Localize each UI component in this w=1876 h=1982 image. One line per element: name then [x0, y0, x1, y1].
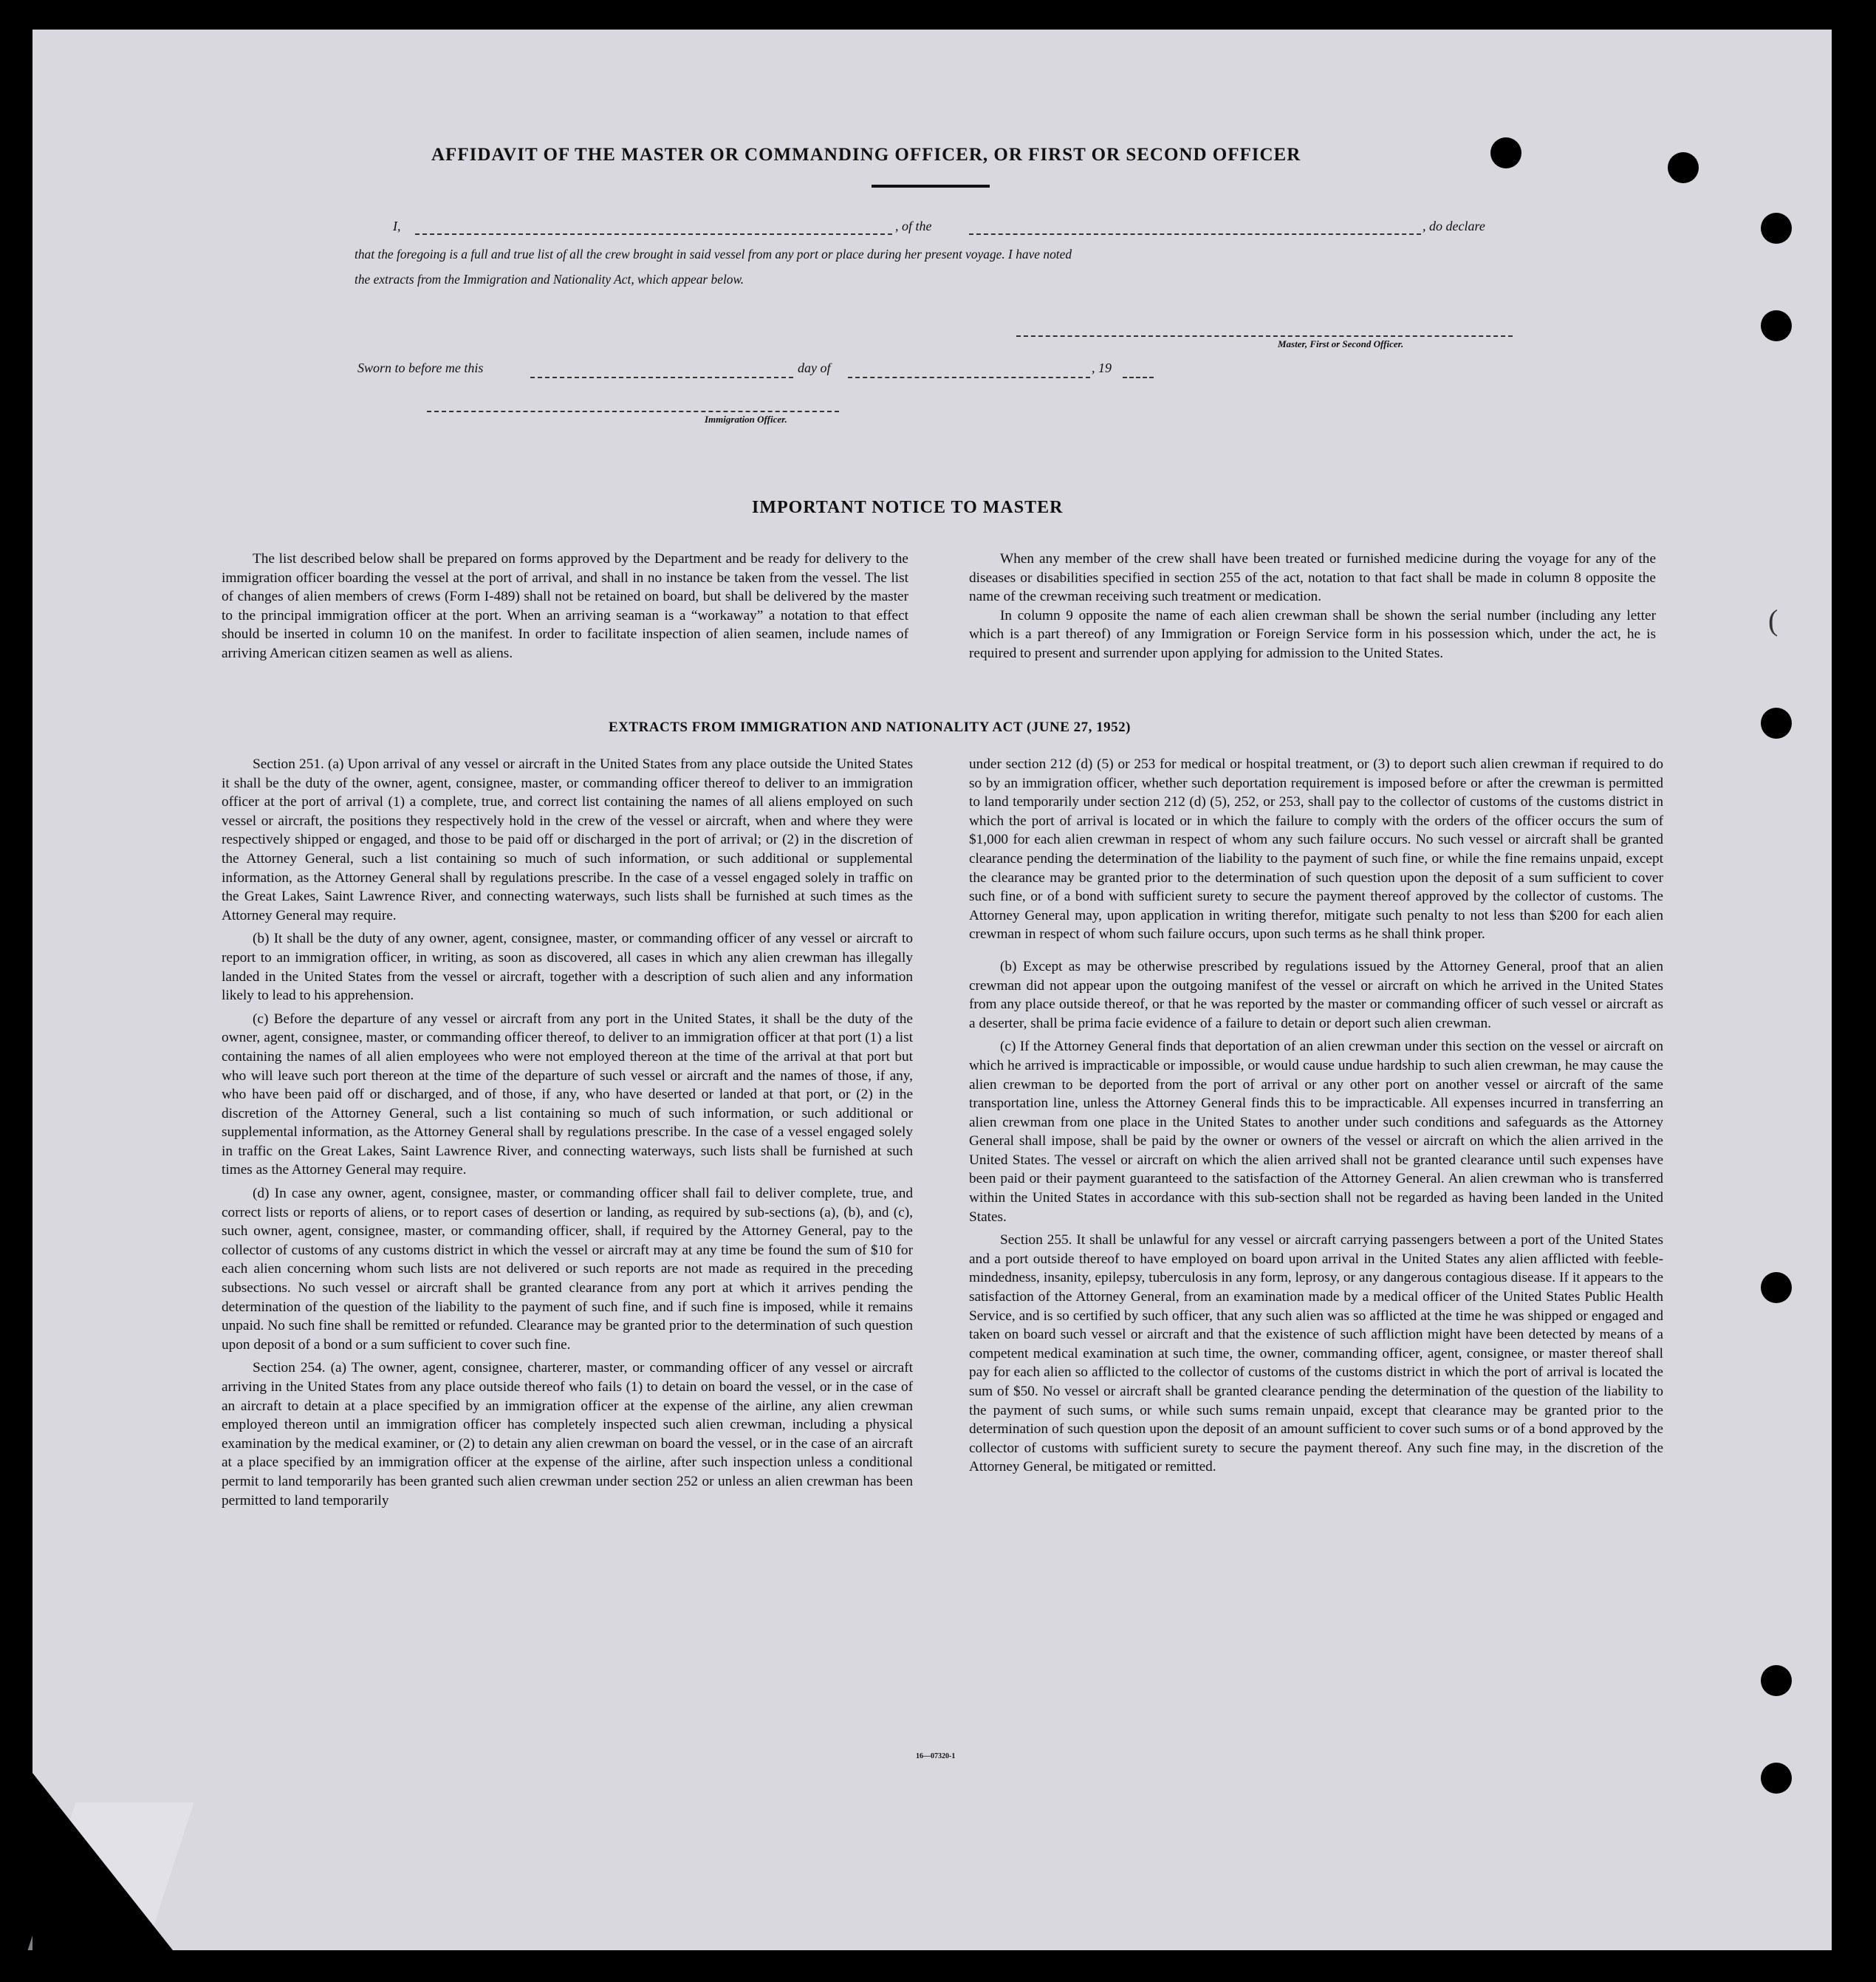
- declare-of-the: , of the: [895, 219, 932, 233]
- punch-hole: [1761, 1665, 1792, 1696]
- section-251c: (c) Before the departure of any vessel or aircraft from any port in the United States, it shall be the duty of the owner, agent, consignee, master, or commanding officer thereof, to deliver to an immigration officer at that port (1) a list containing the names of all alien employees who were not employed thereon at the time of the arrival at that port but who will leave such port thereon at the time of the departure of such vessel or aircraft and the names of those, if any, who have been paid off or discharged, and of those, if any, who have deserted or landed at that port, or (2) in the discretion of the Attorney General, such a list containing so much of such information, or such additional or supplemental information, as the Attorney General shall by regulations prescribe. In the case of a vessel engaged solely in traffic on the Great Lakes, Saint Lawrence River, and connecting waterways, such lists shall be furnished at such times as the Attorney General may require.: [222, 1011, 913, 1178]
- section-254c: (c) If the Attorney General finds that deportation of an alien crewman under this section on the vessel or aircraft on which he arrived is impracticable or impossible, or would cause undue hardship to such alien crewman, he may cause the alien crewman to be deported from the port of arrival or any other port on another vessel or aircraft of the same transportation line, unless the Attorney General finds this to be impracticable. All expenses incurred in transferring an alien crewman from one place in the United States to another under such conditions and safeguards as the Attorney General shall impose, shall be paid by the owner or owners of the vessel or aircraft on which the alien arrived in the United States. The vessel or aircraft on which the alien arrived shall not be granted clearance until such expenses have been paid or their payment guaranteed to the satisfaction of the Attorney General. An alien crewman who is transferred within the United States in accordance with this sub-section shall not be regarded as having been landed in the United States.: [969, 1039, 1663, 1225]
- section-254a-continued: under section 212 (d) (5) or 253 for medical or hospital treatment, or (3) to deport such alien crewman if required to do so by an immigration officer, whether such deportation requirement is imposed before or after the crewman is permitted to land temporarily under section 212 (d) (5), 252, or 253, shall pay to the collector of customs of the customs district in which the port of arrival is located or in which the failure to comply with the orders of the officer occurs the sum of $1,000 for each alien crewman in respect of whom any such failure occurs. No such vessel or aircraft shall be granted clearance pending the determination of the liability to the payment of such fine, or while the fine remains unpaid, except the clearance may be granted prior to the determination of such question upon the deposit of a sum sufficient to cover such fine, or of a bond with sufficient surety to secure the payment thereof approved by the collector of customs. The Attorney General may, upon application in writing therefor, mitigate such penalty to not less than $200 for each alien crewman in respect of whom such failure occurs, upon such terms as he shall think proper.: [969, 756, 1663, 943]
- master-signature-label: Master, First or Second Officer.: [1278, 338, 1404, 349]
- officer-signature-field[interactable]: [427, 411, 839, 412]
- extracts-left-column: [222, 755, 913, 1510]
- notice-right-column: [969, 550, 1656, 663]
- punch-hole: [1490, 137, 1521, 168]
- affidavit-title: AFFIDAVIT OF THE MASTER OR COMMANDING OFFICER, OR FIRST OR SECOND OFFICER: [431, 145, 1301, 165]
- sworn-label: Sworn to before me this: [357, 360, 484, 375]
- section-254b: (b) Except as may be otherwise prescribed by regulations issued by the Attorney General, proof that an alien crewman did not appear upon the outgoing manifest of the vessel or aircraft on which he arrived in the United States from any place outside thereof, or that he was reported by the master or commanding officer of such vessel or aircraft as a deserter, shall be prima facie evidence of a failure to detain or deport such alien crewman.: [969, 958, 1663, 1031]
- punch-hole: [1761, 213, 1792, 244]
- punch-hole: [1761, 310, 1792, 341]
- punch-hole: [1761, 1272, 1792, 1303]
- punch-hole: [1668, 152, 1699, 183]
- sworn-month-field[interactable]: [848, 377, 1090, 378]
- master-signature-field[interactable]: [1016, 335, 1513, 337]
- notice-title: IMPORTANT NOTICE TO MASTER: [752, 498, 1064, 517]
- declare-i: I,: [393, 219, 401, 233]
- day-of-label: day of: [798, 360, 831, 375]
- section-254a: Section 254. (a) The owner, agent, consignee, charterer, master, or commanding officer of any vessel or aircraft arriving in the United States from any place outside thereof who fails (1) to detain on board the vessel, or in the case of an aircraft to detain at a place specified by an immigration officer at the expense of the airline, any alien crewman employed thereon until an immigration officer has completely inspected such alien crewman, including a physical examination by the medical examiner, or (2) to detain any alien crewman on board the vessel, or in the case of an aircraft at a place specified by an immigration officer at the expense of the airline, after such inspection unless a conditional permit to land temporarily has been granted such alien crewman under section 252 or unless an alien crewman has been permitted to land temporarily: [222, 1360, 913, 1508]
- officer-signature-label: Immigration Officer.: [705, 414, 787, 425]
- section-251d: (d) In case any owner, agent, consignee, master, or commanding officer shall fail to deliver complete, true, and correct lists or reports of aliens, or to report cases of desertion or landing, as required by sub-sections (a), (b), and (c), such owner, agent, consignee, master, or commanding officer, shall, if required by the Attorney General, pay to the collector of customs of any customs district in which the vessel or aircraft may at any time be found the sum of $10 for each alien concerning whom such lists are not delivered or such reports are not made as required in the preceding subsections. No such vessel or aircraft shall be granted clearance from any port at which it arrives pending the determination of the question of the liability to the payment of such fine, and if such fine is imposed, while it remains unpaid. No such fine shall be remitted or refunded. Clearance may be granted prior to the determination of such question upon deposit of a bond or a sum sufficient to cover such fine.: [222, 1186, 913, 1353]
- folded-corner: [32, 1773, 173, 1950]
- bracket-mark: (: [1768, 604, 1779, 637]
- punch-hole: [1761, 1763, 1792, 1794]
- notice-left-column: [222, 550, 908, 663]
- declare-do-declare: , do declare: [1423, 219, 1485, 233]
- extracts-title: EXTRACTS FROM IMMIGRATION AND NATIONALITY ACT (JUNE 27, 1952): [609, 720, 1131, 735]
- title-rule: [872, 185, 990, 188]
- name-field[interactable]: [415, 233, 892, 235]
- notice-left-paragraph: The list described below shall be prepared on forms approved by the Department and be ready for delivery to the immigration officer boarding the vessel at the port of arrival, and shall in no instance be taken from the vessel. The list of changes of alien members of crews (Form I-489) shall not be retained on board, but shall be delivered by the master to the principal immigration officer at the port. When an arriving seaman is a “workaway” a notation to that effect should be inserted in column 10 on the manifest. In order to facilitate inspection of alien seamen, include names of arriving American citizen seamen as well as aliens.: [222, 551, 908, 661]
- punch-hole: [1761, 708, 1792, 739]
- year-label: , 19: [1092, 360, 1112, 375]
- notice-right-paragraph-1: When any member of the crew shall have been treated or furnished medicine during the voyage for any of the diseases or disabilities specified in section 255 of the act, notation to that fact shall be made in column 8 opposite the name of the crewman receiving such treatment or medication.: [969, 551, 1656, 605]
- sworn-year-field[interactable]: [1123, 377, 1154, 378]
- form-code: 16—07320-1: [916, 1752, 956, 1760]
- notice-right-paragraph-2: In column 9 opposite the name of each alien crewman shall be shown the serial number (including any letter which is a part thereof) of any Immigration or Foreign Service form in his possession which, under the act, he is required to present and surrender upon applying for admission to the United States.: [969, 607, 1656, 661]
- section-255: Section 255. It shall be unlawful for any vessel or aircraft carrying passengers between a port of the United States and a port outside thereof to have employed on board upon arrival in the United States any alien afflicted with feeble-mindedness, insanity, epilepsy, tuberculosis in any form, leprosy, or any dangerous contagious disease. If it appears to the satisfaction of the Attorney General, from an examination made by a medical officer of the United States Public Health Service, and is so certified by such officer, that any such alien was so afflicted at the time he was shipped or engaged and taken on board such vessel or aircraft and that the existence of such affliction might have been detected by means of a competent medical examination at such time, the owner, commanding officer, agent, consignee, or master thereof shall pay for each alien so afflicted to the collector of customs of the customs district in which the port of arrival is located the sum of $50. No vessel or aircraft shall be granted clearance pending the determination of the question of the liability to the payment of such sums, or while such sums remain unpaid, except that clearance may be granted prior to the determination of such question upon the deposit of an amount sufficient to cover such sums or of a bond approved by the collector of customs with sufficient surety to secure the payment thereof. Any such fine may, in the discretion of the Attorney General, be mitigated or remitted.: [969, 1232, 1663, 1475]
- section-251b: (b) It shall be the duty of any owner, agent, consignee, master, or commanding officer of any vessel or aircraft to report to an immigration officer, in writing, as soon as discovered, all cases in which any alien crewman has illegally landed in the United States from the vessel or aircraft, together with a description of such alien and any information likely to lead to his apprehension.: [222, 931, 913, 1004]
- vessel-field[interactable]: [969, 233, 1421, 235]
- extracts-right-column: [969, 755, 1663, 1477]
- section-251a: Section 251. (a) Upon arrival of any vessel or aircraft in the United States from any place outside the United States it shall be the duty of the owner, agent, consignee, master, or commanding officer thereof to deliver to an immigration officer at the port of arrival (1) a complete, true, and correct list containing the names of all aliens employed on such vessel or aircraft, the positions they respectively hold in the crew of the vessel or aircraft, when and where they were respectively shipped or engaged, and those to be paid off or discharged in the port of arrival; or (2) in the discretion of the Attorney General, such a list containing so much of such information, or such additional or supplemental information, as the Attorney General shall by regulations prescribe. In the case of a vessel engaged solely in traffic on the Great Lakes, Saint Lawrence River, and connecting waterways, such lists shall be furnished at such times as the Attorney General may require.: [222, 756, 913, 923]
- sworn-day-field[interactable]: [530, 377, 793, 378]
- declaration-line2: the extracts from the Immigration and Nationality Act, which appear below.: [355, 272, 744, 287]
- declaration-line1: that the foregoing is a full and true list of all the crew brought in said vessel from any port or place during her present voyage. I have noted: [355, 247, 1072, 262]
